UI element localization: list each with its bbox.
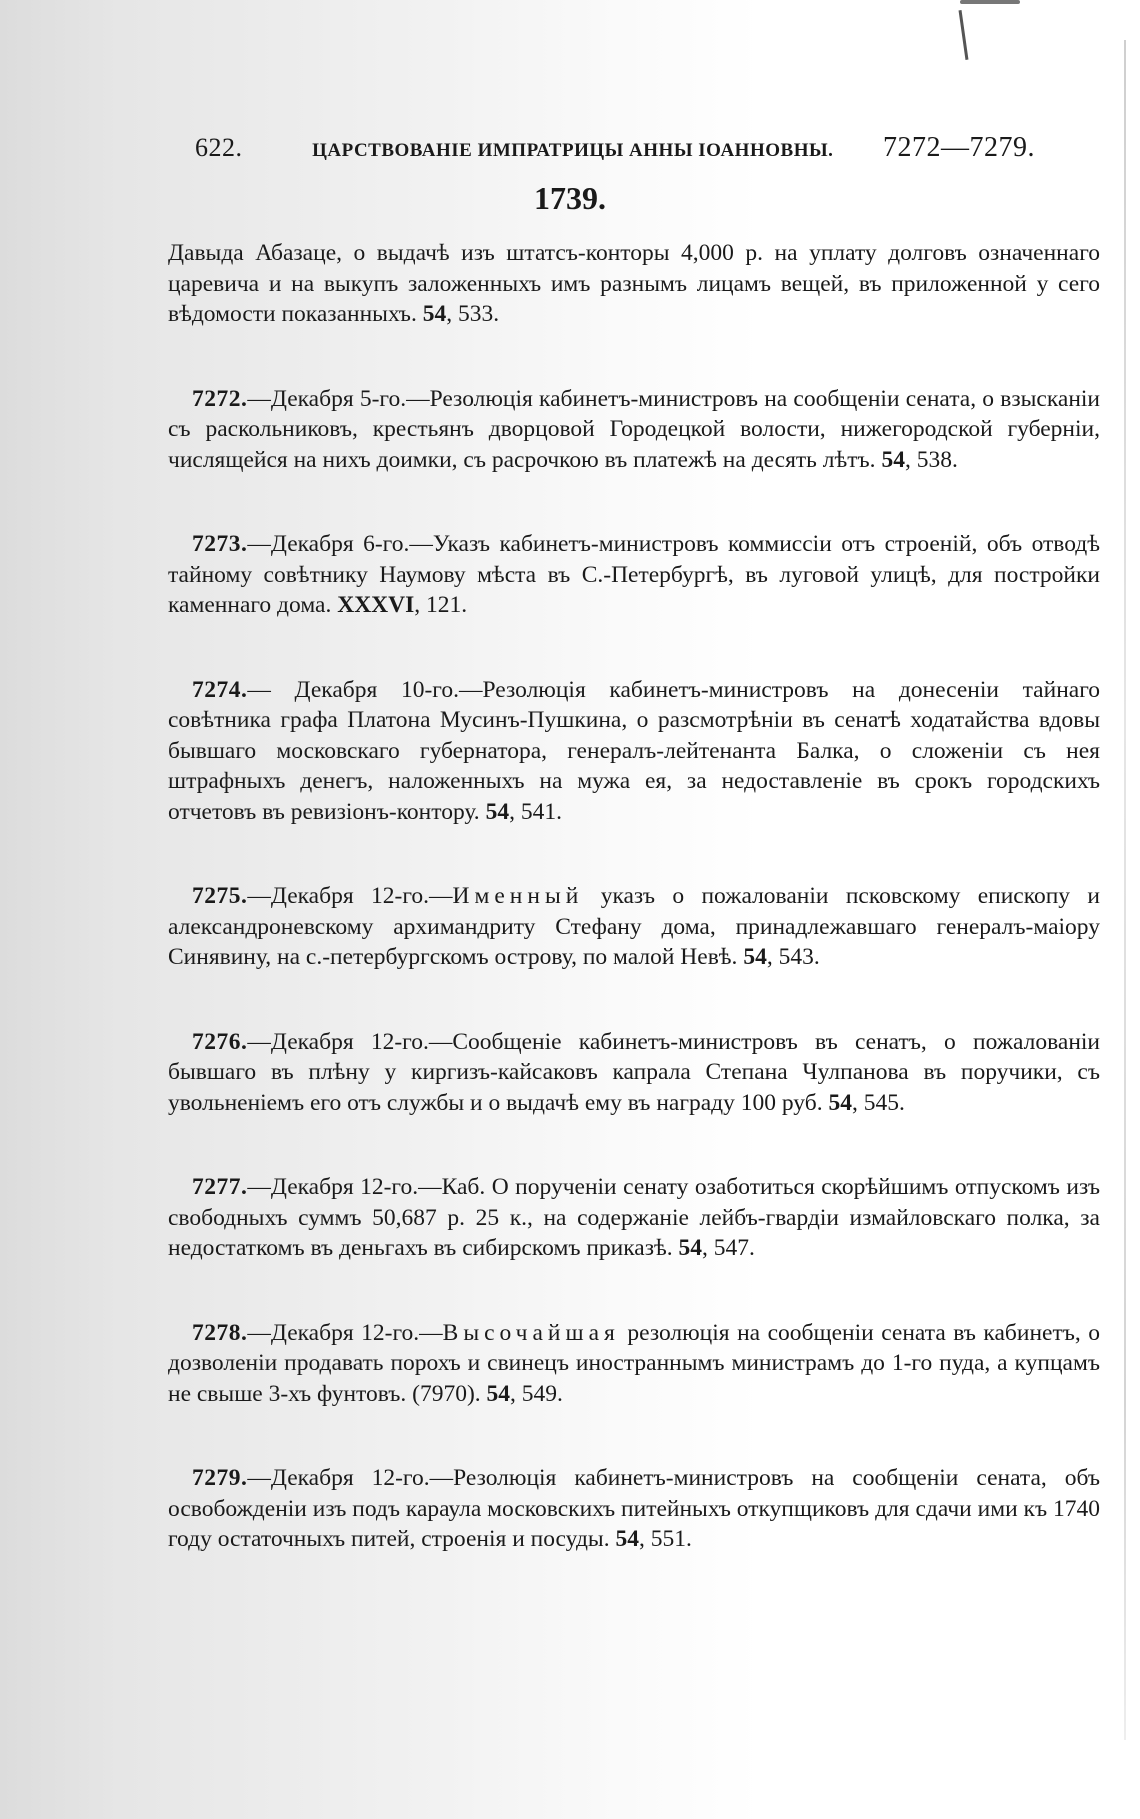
entry-date: —Декабря 12-го.— — [247, 883, 453, 909]
reference-volume: 54 — [422, 301, 447, 327]
reference-page: , 547. — [702, 1235, 755, 1261]
entries-list — [168, 238, 1100, 1609]
reference-page: , 538. — [904, 446, 958, 473]
entry-spaced-word: Именный — [452, 883, 584, 909]
reference-page: , 549. — [510, 1380, 563, 1407]
entry-text: Указъ кабинетъ-министровъ коммиссіи отъ строеній, объ отводѣ тайному совѣтнику Наумову мѣста въ С.-Петербургѣ, въ луговой улицѣ, для постройки каменнаго дома. — [168, 531, 1101, 618]
entry-number: 7273. — [192, 531, 248, 557]
reference — [881, 447, 957, 473]
reference-volume: 54 — [485, 798, 510, 825]
reference-volume: 54 — [486, 1380, 511, 1407]
entry-number: 7278. — [192, 1319, 248, 1346]
entry-7274 — [168, 675, 1100, 828]
reference — [487, 1381, 563, 1407]
entry-text: указъ о пожалованіи псковскому епископу и александроневскому архимандриту Стефану дома, принадлежавшаго генералъ-маіору Синявину, на с.-петербургскомъ острову, по малой Невѣ. — [168, 883, 1100, 970]
entry-text: Резолюція кабинетъ-министровъ на сообщеніи сената, о взысканіи съ раскольниковъ, крестьянъ дворцовой Городецкой волости, нижегородской губерніи, числящейся на нихъ доимки, съ расрочкою въ платежѣ на десять лѣтъ. — [168, 385, 1100, 473]
reference — [486, 799, 562, 825]
reference-page: , 551. — [638, 1526, 692, 1552]
entry-continuation — [168, 238, 1100, 330]
reference-page: , 543. — [766, 944, 820, 970]
reference-volume: 54 — [828, 1089, 852, 1116]
entry-text: резолюція на сообщеніи сената въ кабинетъ, о дозволеніи продавать порохъ и свинецъ иностраннымъ министрамъ до 1-го пуда, а купцамъ не свыше 3-хъ фунтовъ. (7970). — [168, 1319, 1100, 1407]
reference — [337, 592, 467, 618]
entry-number: 7274. — [192, 676, 248, 703]
entry-7276 — [168, 1027, 1100, 1119]
page-header — [195, 132, 1035, 164]
reference-page: , 545. — [851, 1089, 905, 1116]
entry-number-range: 7272—7279. — [882, 132, 1035, 163]
entry-text: Каб. О порученіи сенату озаботиться скорѣйшимъ отпускомъ изъ свободныхъ суммъ 50,687 р. 25 к., на содержаніе лейбъ-гвардіи измайловскаго полка, за недостаткомъ въ деньгахъ въ сибирскомъ приказѣ. — [168, 1174, 1101, 1261]
reference — [743, 944, 819, 970]
entry-text: Резолюція кабинетъ-министровъ на донесеніи тайнаго совѣтника графа Платона Мусинъ-Пушкина, о разсмотрѣніи въ сенатѣ ходатайства вдовы бывшаго московскаго губернатора, генералъ-лейтенанта Балка, о сложеніи съ нея штрафныхъ денегъ, наложенныхъ на мужа ея, за недоставленіе въ срокъ городскихъ отчетовъ въ ревизіонъ-контору. — [168, 676, 1101, 825]
entry-date: — Декабря 10-го.— — [247, 676, 483, 703]
entry-7273 — [168, 529, 1100, 621]
entry-7272 — [168, 384, 1100, 476]
running-title: ЦАРСТВОВАНІЕ ИМПРАТРИЦЫ АННЫ ІОАННОВНЫ. — [312, 140, 834, 161]
scan-edge-shadow — [1124, 40, 1126, 1740]
entry-number: 7279. — [192, 1465, 248, 1491]
entry-text: Резолюція кабинетъ-министровъ на сообщеніи сената, объ освобожденіи изъ подъ караула московскихъ питейныхъ откупщиковъ для сдачи ими къ 1740 году остаточныхъ питей, строенія и посуды. — [168, 1465, 1100, 1552]
reference-volume: 54 — [615, 1526, 639, 1552]
scan-mark — [960, 0, 1020, 4]
entry-date: —Декабря 5-го.— — [247, 385, 430, 412]
scan-mark — [959, 10, 969, 60]
reference — [615, 1526, 691, 1552]
reference-volume: XXXVI — [337, 592, 415, 618]
entry-7275 — [168, 881, 1100, 973]
entry-number: 7272. — [192, 385, 248, 412]
entry-date: —Декабря 12-го.— — [247, 1465, 454, 1491]
reference — [679, 1235, 755, 1261]
entry-text: Сообщеніе кабинетъ-министровъ въ сенатъ, о пожалованіи бывшаго въ плѣну у киргизъ-кайсаковъ капрала Степана Чулпанова въ поручики, съ увольненіемъ его отъ службы и о выдачѣ ему въ награду 100 руб. — [168, 1028, 1100, 1116]
entry-spaced-word: Высочайшая — [442, 1319, 620, 1346]
entry-7279 — [168, 1463, 1100, 1555]
entry-7278 — [168, 1318, 1100, 1410]
entry-7277 — [168, 1172, 1100, 1264]
page-number: 622. — [195, 133, 243, 162]
reference-volume: 54 — [881, 446, 905, 473]
entry-date: —Декабря 12-го.— — [247, 1028, 453, 1055]
reference-volume: 54 — [743, 944, 767, 970]
entry-number: 7277. — [192, 1174, 248, 1200]
entry-number: 7275. — [192, 883, 248, 909]
entry-date: —Декабря 12-го.— — [247, 1319, 443, 1346]
reference-page: , 121. — [414, 592, 468, 618]
entry-date: —Декабря 6-го.— — [247, 531, 433, 557]
reference-page: , 541. — [509, 798, 562, 825]
entry-number: 7276. — [192, 1028, 248, 1055]
entry-date: —Декабря 12-го.— — [247, 1174, 442, 1200]
reference — [828, 1090, 904, 1116]
year-heading: 1739. — [534, 180, 606, 216]
reference-page: , 533. — [446, 301, 500, 327]
entry-text: Давыда Абазаце, о выдачѣ изъ штатсъ-конторы 4,000 р. на уплату долговъ означеннаго царевича и на выкупъ заложенныхъ имъ разнымъ лицамъ вещей, въ приложенной у сего вѣдомости показанныхъ. — [168, 240, 1100, 327]
reference — [423, 301, 499, 327]
reference-volume: 54 — [678, 1235, 703, 1261]
